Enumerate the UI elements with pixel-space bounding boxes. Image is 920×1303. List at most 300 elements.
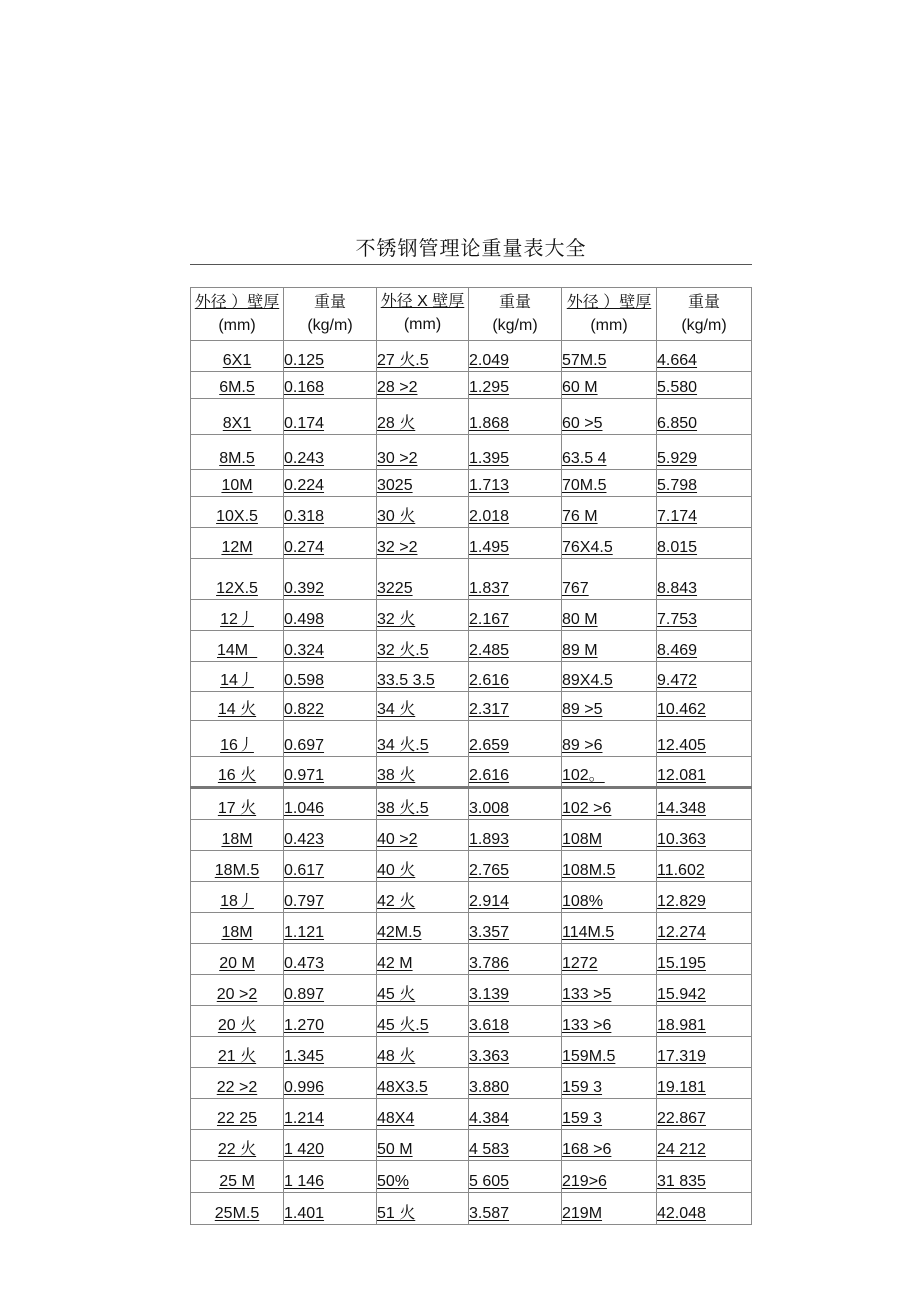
cell-weight-2: [469, 559, 562, 600]
cell-text: 30 火: [377, 508, 416, 525]
cell-text: 1.893: [469, 831, 510, 848]
cell-weight-2: [469, 372, 562, 399]
cell-od-wt-1: [191, 913, 284, 944]
table-row: [191, 913, 752, 944]
cell-od-wt-1: [191, 692, 284, 721]
cell-text: 1.713: [469, 477, 510, 494]
table-row: [191, 788, 752, 820]
cell-od-wt-2: [377, 399, 469, 435]
cell-od-wt-2: [377, 497, 469, 528]
cell-od-wt-3: [562, 851, 657, 882]
cell-text: 1272: [562, 955, 598, 972]
cell-weight-2: [469, 1193, 562, 1225]
table-row: [191, 1193, 752, 1225]
cell-text: 8.469: [657, 642, 698, 659]
cell-weight-2: [469, 497, 562, 528]
cell-od-wt-2: [377, 600, 469, 631]
cell-weight-1: [284, 913, 377, 944]
cell-text: 12.829: [657, 893, 706, 910]
cell-text: 1.868: [469, 415, 510, 432]
cell-text: 33.5 3.5: [377, 672, 435, 689]
cell-weight-1: [284, 497, 377, 528]
table-row: [191, 1037, 752, 1068]
cell-text: 48X3.5: [377, 1079, 428, 1096]
cell-od-wt-1: [191, 757, 284, 788]
cell-text: 24 212: [657, 1141, 706, 1158]
cell-text: 38 火.5: [377, 800, 429, 817]
cell-text: 12.405: [657, 737, 706, 754]
cell-text: 48X4: [377, 1110, 415, 1127]
cell-text: 31 835: [657, 1173, 706, 1190]
cell-weight-3: [657, 692, 752, 721]
cell-weight-1: [284, 1068, 377, 1099]
cell-od-wt-1: [191, 497, 284, 528]
cell-text: 2.167: [469, 611, 510, 628]
cell-text: 2.018: [469, 508, 510, 525]
cell-od-wt-1: [191, 1006, 284, 1037]
cell-od-wt-1: [191, 399, 284, 435]
cell-weight-1: [284, 399, 377, 435]
cell-text: 2.765: [469, 862, 510, 879]
cell-text: 1 420: [284, 1141, 325, 1158]
cell-od-wt-1: [191, 851, 284, 882]
cell-weight-3: [657, 851, 752, 882]
cell-weight-3: [657, 788, 752, 820]
cell-od-wt-3: [562, 1006, 657, 1037]
cell-text: 18M.5: [214, 862, 260, 879]
cell-od-wt-1: [191, 1130, 284, 1161]
cell-od-wt-2: [377, 470, 469, 497]
cell-text: 1.270: [284, 1017, 325, 1034]
cell-weight-2: [469, 975, 562, 1006]
cell-text: 0.392: [284, 580, 325, 597]
cell-weight-3: [657, 470, 752, 497]
cell-text: 21 火: [217, 1048, 257, 1065]
cell-text: 76 M: [562, 508, 598, 525]
cell-text: 22 >2: [216, 1079, 258, 1096]
table-row: [191, 975, 752, 1006]
cell-weight-2: [469, 399, 562, 435]
cell-text: 1 146: [284, 1173, 325, 1190]
cell-od-wt-2: [377, 1006, 469, 1037]
cell-text: 42.048: [657, 1205, 706, 1222]
cell-od-wt-1: [191, 662, 284, 692]
table-row: [191, 851, 752, 882]
cell-od-wt-1: [191, 559, 284, 600]
cell-text: 108M: [562, 831, 603, 848]
cell-od-wt-2: [377, 851, 469, 882]
cell-text: 5.798: [657, 477, 698, 494]
cell-text: 0.125: [284, 352, 325, 369]
cell-text: 219M: [562, 1205, 603, 1222]
cell-od-wt-1: [191, 372, 284, 399]
cell-weight-1: [284, 662, 377, 692]
cell-text: 3.786: [469, 955, 510, 972]
cell-text: 0.697: [284, 737, 325, 754]
cell-weight-3: [657, 600, 752, 631]
cell-weight-2: [469, 882, 562, 913]
cell-weight-1: [284, 975, 377, 1006]
cell-text: 50%: [377, 1173, 410, 1190]
cell-text: 0.822: [284, 701, 325, 718]
cell-od-wt-2: [377, 1037, 469, 1068]
cell-od-wt-2: [377, 528, 469, 559]
cell-weight-1: [284, 435, 377, 470]
cell-od-wt-2: [377, 913, 469, 944]
cell-weight-2: [469, 631, 562, 662]
cell-od-wt-3: [562, 372, 657, 399]
cell-text: 0.971: [284, 767, 325, 784]
header-od-wt-3: 外径 ）壁厚 (mm): [562, 288, 657, 341]
cell-weight-3: [657, 1006, 752, 1037]
cell-od-wt-1: [191, 820, 284, 851]
cell-weight-3: [657, 1161, 752, 1193]
cell-text: 1.345: [284, 1048, 325, 1065]
cell-text: 0.224: [284, 477, 325, 494]
cell-weight-3: [657, 1193, 752, 1225]
header-od-wt-1: 外径 ）壁厚 (mm): [191, 288, 284, 341]
cell-weight-3: [657, 757, 752, 788]
cell-od-wt-1: [191, 341, 284, 372]
cell-text: 32 火.5: [377, 642, 429, 659]
cell-od-wt-1: [191, 1193, 284, 1225]
cell-text: 89 >5: [562, 701, 603, 718]
table-row: [191, 470, 752, 497]
cell-weight-1: [284, 1037, 377, 1068]
cell-od-wt-2: [377, 757, 469, 788]
table-row: [191, 721, 752, 757]
cell-text: 22 火: [217, 1141, 257, 1158]
cell-text: 89X4.5: [562, 672, 613, 689]
cell-text: 1.401: [284, 1205, 325, 1222]
cell-weight-1: [284, 851, 377, 882]
cell-weight-1: [284, 1099, 377, 1130]
cell-text: 1.214: [284, 1110, 325, 1127]
cell-text: 3.357: [469, 924, 510, 941]
cell-weight-2: [469, 662, 562, 692]
table-row: [191, 757, 752, 788]
cell-text: 133 >6: [562, 1017, 612, 1034]
cell-text: 7.753: [657, 611, 698, 628]
cell-weight-3: [657, 497, 752, 528]
cell-weight-3: [657, 372, 752, 399]
cell-text: 18.981: [657, 1017, 706, 1034]
cell-text: 51 火: [377, 1205, 416, 1222]
cell-od-wt-3: [562, 820, 657, 851]
cell-od-wt-3: [562, 631, 657, 662]
header-row: [191, 288, 752, 341]
cell-text: 8X1: [222, 415, 252, 432]
cell-weight-2: [469, 528, 562, 559]
cell-text: 14M_: [216, 642, 258, 659]
cell-text: 28 火: [377, 415, 416, 432]
cell-text: 17.319: [657, 1048, 706, 1065]
cell-weight-3: [657, 944, 752, 975]
table-row: [191, 559, 752, 600]
cell-text: 32 火: [377, 611, 416, 628]
cell-text: 60 M: [562, 379, 598, 396]
cell-od-wt-1: [191, 528, 284, 559]
cell-text: 0.168: [284, 379, 325, 396]
cell-od-wt-3: [562, 788, 657, 820]
cell-weight-2: [469, 470, 562, 497]
cell-text: 10M: [221, 477, 253, 494]
cell-weight-2: [469, 1037, 562, 1068]
cell-od-wt-2: [377, 631, 469, 662]
cell-weight-1: [284, 721, 377, 757]
cell-text: 3.618: [469, 1017, 510, 1034]
cell-weight-3: [657, 820, 752, 851]
table-row: [191, 1006, 752, 1037]
cell-od-wt-3: [562, 435, 657, 470]
cell-text: 16 火: [217, 767, 257, 784]
table-row: [191, 600, 752, 631]
cell-od-wt-3: [562, 470, 657, 497]
cell-text: 27 火.5: [377, 352, 429, 369]
cell-weight-2: [469, 341, 562, 372]
cell-weight-3: [657, 1099, 752, 1130]
table-row: [191, 399, 752, 435]
cell-weight-3: [657, 559, 752, 600]
table-row: [191, 882, 752, 913]
cell-od-wt-3: [562, 1130, 657, 1161]
cell-text: 3025: [377, 477, 413, 494]
cell-text: 0.243: [284, 450, 325, 467]
table-row: [191, 372, 752, 399]
cell-weight-1: [284, 631, 377, 662]
cell-weight-2: [469, 820, 562, 851]
cell-text: 18M: [221, 924, 253, 941]
cell-od-wt-3: [562, 497, 657, 528]
cell-text: 45 火.5: [377, 1017, 429, 1034]
cell-weight-2: [469, 435, 562, 470]
cell-text: 5.580: [657, 379, 698, 396]
cell-text: 20 >2: [216, 986, 258, 1003]
cell-weight-1: [284, 559, 377, 600]
cell-text: 10.462: [657, 701, 706, 718]
cell-text: 25M.5: [214, 1205, 260, 1222]
cell-text: 0.498: [284, 611, 325, 628]
cell-text: 89 >6: [562, 737, 603, 754]
cell-od-wt-2: [377, 1193, 469, 1225]
cell-od-wt-3: [562, 600, 657, 631]
cell-text: 0.318: [284, 508, 325, 525]
cell-weight-3: [657, 975, 752, 1006]
cell-weight-3: [657, 1130, 752, 1161]
cell-text: 0.174: [284, 415, 325, 432]
cell-od-wt-1: [191, 944, 284, 975]
cell-text: 8M.5: [219, 450, 255, 467]
cell-od-wt-2: [377, 788, 469, 820]
cell-weight-1: [284, 1161, 377, 1193]
cell-text: 159M.5: [562, 1048, 616, 1065]
cell-od-wt-2: [377, 1161, 469, 1193]
cell-text: 4 583: [469, 1141, 510, 1158]
cell-text: 108M.5: [562, 862, 616, 879]
cell-text: 38 火: [377, 767, 416, 784]
cell-text: 76X4.5: [562, 539, 613, 556]
cell-od-wt-3: [562, 559, 657, 600]
cell-weight-2: [469, 721, 562, 757]
cell-od-wt-2: [377, 435, 469, 470]
cell-weight-2: [469, 1006, 562, 1037]
cell-od-wt-1: [191, 470, 284, 497]
cell-text: 10.363: [657, 831, 706, 848]
header-weight-3: 重量 (kg/m): [657, 288, 752, 341]
cell-text: 22.867: [657, 1110, 706, 1127]
cell-text: 20 火: [217, 1017, 257, 1034]
cell-text: 70M.5: [562, 477, 607, 494]
table-row: [191, 1161, 752, 1193]
cell-od-wt-2: [377, 721, 469, 757]
cell-weight-1: [284, 788, 377, 820]
header-weight-1: 重量 (kg/m): [284, 288, 377, 341]
cell-weight-2: [469, 788, 562, 820]
table-row: [191, 692, 752, 721]
cell-weight-2: [469, 757, 562, 788]
cell-text: 57M.5: [562, 352, 607, 369]
cell-text: 42M.5: [377, 924, 422, 941]
cell-text: 1.295: [469, 379, 510, 396]
cell-text: 6.850: [657, 415, 698, 432]
cell-text: 22 25: [216, 1110, 258, 1127]
cell-weight-1: [284, 372, 377, 399]
cell-text: 12.274: [657, 924, 706, 941]
cell-text: 1.046: [284, 800, 325, 817]
cell-od-wt-2: [377, 662, 469, 692]
cell-text: 5 605: [469, 1173, 510, 1190]
cell-text: 0.423: [284, 831, 325, 848]
cell-text: 2.616: [469, 767, 510, 784]
cell-weight-1: [284, 882, 377, 913]
cell-text: 60 >5: [562, 415, 603, 432]
cell-text: 19.181: [657, 1079, 706, 1096]
cell-weight-1: [284, 341, 377, 372]
cell-weight-3: [657, 882, 752, 913]
cell-text: 3225: [377, 580, 413, 597]
cell-weight-2: [469, 851, 562, 882]
cell-od-wt-1: [191, 788, 284, 820]
cell-od-wt-3: [562, 1099, 657, 1130]
cell-weight-2: [469, 1161, 562, 1193]
cell-text: 2.049: [469, 352, 510, 369]
cell-text: 0.897: [284, 986, 325, 1003]
cell-weight-3: [657, 528, 752, 559]
cell-text: 1.837: [469, 580, 510, 597]
cell-weight-1: [284, 692, 377, 721]
cell-weight-3: [657, 1037, 752, 1068]
cell-text: 12M: [221, 539, 253, 556]
cell-text: 9.472: [657, 672, 698, 689]
cell-od-wt-2: [377, 559, 469, 600]
cell-text: 0.797: [284, 893, 325, 910]
table-row: [191, 1099, 752, 1130]
cell-weight-3: [657, 913, 752, 944]
cell-od-wt-3: [562, 975, 657, 1006]
cell-text: 16丿: [220, 737, 254, 754]
cell-text: 1.495: [469, 539, 510, 556]
cell-od-wt-2: [377, 372, 469, 399]
cell-weight-2: [469, 600, 562, 631]
table-row: [191, 944, 752, 975]
cell-weight-1: [284, 1193, 377, 1225]
cell-text: 2.317: [469, 701, 510, 718]
cell-weight-2: [469, 1099, 562, 1130]
cell-text: 2.659: [469, 737, 510, 754]
cell-text: 3.880: [469, 1079, 510, 1096]
cell-text: 102。: [562, 767, 605, 784]
cell-text: 7.174: [657, 508, 698, 525]
cell-od-wt-2: [377, 944, 469, 975]
cell-weight-1: [284, 757, 377, 788]
cell-od-wt-2: [377, 692, 469, 721]
cell-od-wt-3: [562, 913, 657, 944]
cell-text: 4.664: [657, 352, 698, 369]
cell-od-wt-1: [191, 600, 284, 631]
cell-text: 108%: [562, 893, 603, 910]
cell-od-wt-1: [191, 1099, 284, 1130]
cell-weight-2: [469, 944, 562, 975]
cell-text: 48 火: [377, 1048, 416, 1065]
cell-text: 80 M: [562, 611, 598, 628]
cell-text: 102 >6: [562, 800, 612, 817]
cell-weight-3: [657, 662, 752, 692]
cell-text: 89 M: [562, 642, 598, 659]
cell-text: 14丿: [220, 672, 254, 689]
cell-od-wt-1: [191, 882, 284, 913]
cell-text: 2.616: [469, 672, 510, 689]
table-row: [191, 631, 752, 662]
cell-text: 10X.5: [216, 508, 258, 525]
cell-od-wt-3: [562, 341, 657, 372]
cell-od-wt-3: [562, 662, 657, 692]
cell-od-wt-3: [562, 528, 657, 559]
cell-weight-3: [657, 1068, 752, 1099]
cell-od-wt-3: [562, 1068, 657, 1099]
cell-weight-1: [284, 470, 377, 497]
cell-text: 20 M: [219, 955, 255, 972]
table-row: [191, 820, 752, 851]
cell-od-wt-2: [377, 1068, 469, 1099]
cell-od-wt-1: [191, 1037, 284, 1068]
cell-weight-1: [284, 944, 377, 975]
cell-text: 28 >2: [377, 379, 418, 396]
cell-od-wt-3: [562, 399, 657, 435]
cell-od-wt-3: [562, 1037, 657, 1068]
cell-weight-2: [469, 1130, 562, 1161]
header-od-wt-2: 外径 X 壁厚 (mm): [377, 288, 469, 341]
cell-weight-3: [657, 435, 752, 470]
table-row: [191, 435, 752, 470]
cell-od-wt-3: [562, 1161, 657, 1193]
cell-od-wt-1: [191, 435, 284, 470]
cell-od-wt-1: [191, 1068, 284, 1099]
cell-text: 0.324: [284, 642, 325, 659]
cell-od-wt-1: [191, 631, 284, 662]
cell-od-wt-2: [377, 820, 469, 851]
cell-od-wt-3: [562, 1193, 657, 1225]
cell-text: 114M.5: [562, 924, 615, 941]
table-row: [191, 662, 752, 692]
weight-table: [190, 287, 752, 1225]
cell-od-wt-1: [191, 721, 284, 757]
table-row: [191, 497, 752, 528]
cell-text: 14 火: [217, 701, 257, 718]
cell-od-wt-1: [191, 1161, 284, 1193]
cell-text: 2.914: [469, 893, 510, 910]
cell-weight-1: [284, 1006, 377, 1037]
cell-text: 159 3: [562, 1079, 603, 1096]
